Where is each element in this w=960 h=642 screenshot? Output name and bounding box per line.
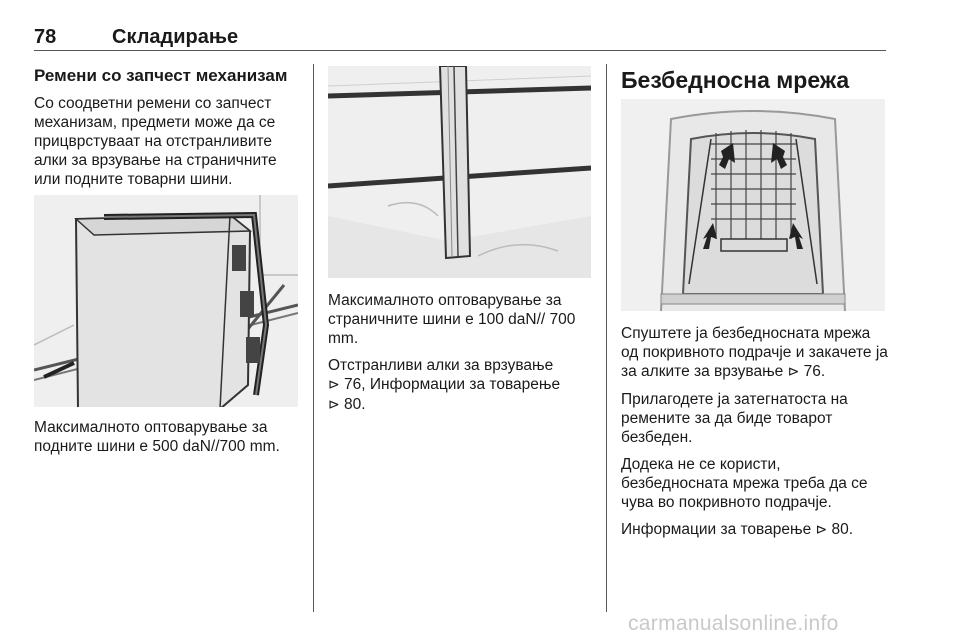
lashing-eyes-reference [328,356,598,415]
side-rail-drawing [328,66,591,278]
lashing-eyes-label: Отстранливи алки за врзување [328,357,554,374]
safety-net-step-2: Прилагодете ја затегнатоста на ремените за да биде товарот безбеден. [621,391,848,446]
page-ref-arrow-icon: ⊳ [328,377,340,393]
watermark-text: carmanualsonline.info [628,612,839,635]
floor-rail-illustration [34,195,298,407]
left-column [34,66,302,203]
safety-net-step-1-text: Спуштете ја безбедносната мрежа од покривното подрачје и закачете ја за алките за врзување [621,325,888,380]
ratchet-straps-intro: Со соодветни ремени со запчест механизам, предмети може да се прицврстуваат на отстранливите алки за врзување на страничните или подните товарни шини. [34,95,277,188]
middle-text-block [328,291,598,423]
loading-info-ref-80[interactable]: 80. [344,396,366,413]
ratchet-straps-heading: Ремени со запчест механизам [34,66,288,85]
side-rail-illustration [328,66,591,278]
header-rule [34,50,886,51]
safety-net-drawing [621,99,885,311]
left-caption-block [34,418,304,464]
lashing-eyes-ref-76[interactable]: 76. [803,363,826,380]
section-title: Складирање [112,26,239,48]
safety-net-illustration [621,99,885,311]
safety-net-storage-note: Додека не се користи, безбедносната мрежа треба да се чува во покривното подрачје. [621,456,868,511]
floor-rail-caption: Максималното оптоварување за подните шини е 500 daN//700 mm. [34,419,280,455]
side-rail-caption: Максималното оптоварување за страничните шини е 100 daN// 700 mm. [328,292,576,347]
loading-info-reference [621,520,891,540]
page-ref-arrow-icon: ⊳ [815,522,828,538]
column-divider-left [313,64,314,612]
safety-net-step-1 [621,324,891,382]
floor-rail-drawing [34,195,298,407]
right-text-block [621,324,891,548]
safety-net-heading: Безбедносна мрежа [621,67,850,93]
page-ref-arrow-icon: ⊳ [328,397,340,413]
right-heading-block [621,66,891,94]
page-header [34,26,886,50]
lashing-eyes-ref-76[interactable]: 76, Информации за товарење [344,376,561,393]
page-number: 78 [34,26,57,48]
loading-info-ref-80[interactable]: 80. [831,521,854,538]
page-ref-arrow-icon: ⊳ [787,364,800,380]
loading-info-label: Информации за товарење [621,521,812,538]
column-divider-right [606,64,607,612]
